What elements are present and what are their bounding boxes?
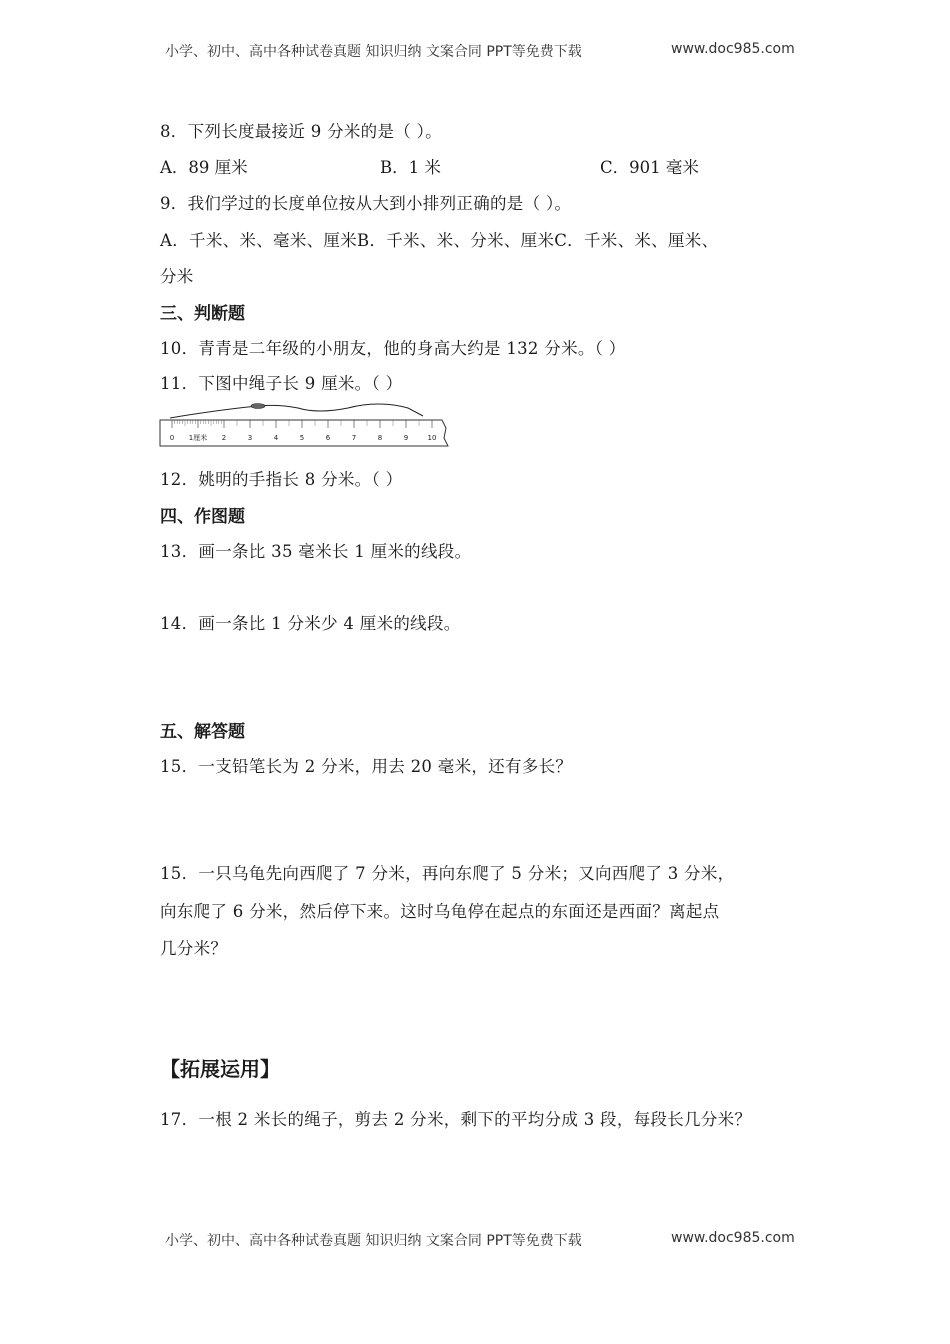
svg-text:6: 6 xyxy=(325,434,331,442)
question-15a: 15．一支铅笔长为 2 分米，用去 20 毫米，还有多长？ xyxy=(160,757,573,776)
question-8-option-b: B．1 米 xyxy=(380,158,441,177)
question-13: 13．画一条比 35 毫米长 1 厘米的线段。 xyxy=(160,542,472,561)
svg-text:0: 0 xyxy=(169,434,175,442)
question-8-option-c: C．901 毫米 xyxy=(600,158,699,177)
page-footer xyxy=(165,1230,795,1250)
section-answer-title: 五、解答题 xyxy=(160,722,245,742)
footer-text: 小学、初中、高中各种试卷真题 知识归纳 文案合同 PPT等免费下载 xyxy=(165,1233,582,1249)
page-header xyxy=(165,41,795,61)
section-drawing-title: 四、作图题 xyxy=(160,507,245,527)
svg-text:1厘米: 1厘米 xyxy=(188,434,208,442)
section-judgement-title: 三、判断题 xyxy=(160,304,245,324)
question-11: 11．下图中绳子长 9 厘米。（ ） xyxy=(160,374,403,393)
question-12: 12．姚明的手指长 8 分米。（ ） xyxy=(160,470,403,489)
svg-text:9: 9 xyxy=(403,434,409,442)
question-9-options-cont: 分米 xyxy=(160,267,194,286)
header-url[interactable]: www.doc985.com xyxy=(671,41,795,57)
question-9-options: A．千米、米、毫米、厘米B．千米、米、分米、厘米C．千米、米、厘米、 xyxy=(160,231,719,250)
question-9-stem: 9．我们学过的长度单位按从大到小排列正确的是（ ）。 xyxy=(160,194,572,213)
ruler-rope-figure xyxy=(158,398,450,448)
question-8-option-a: A．89 厘米 xyxy=(160,158,248,177)
question-10: 10．青青是二年级的小朋友，他的身高大约是 132 分米。（ ） xyxy=(160,339,626,358)
footer-url[interactable]: www.doc985.com xyxy=(671,1230,795,1246)
question-17: 17．一根 2 米长的绳子，剪去 2 分米，剩下的平均分成 3 段，每段长几分米？ xyxy=(160,1110,752,1129)
svg-text:2: 2 xyxy=(221,434,227,442)
header-text: 小学、初中、高中各种试卷真题 知识归纳 文案合同 PPT等免费下载 xyxy=(165,44,582,60)
svg-text:4: 4 xyxy=(273,434,279,442)
ruler-icon xyxy=(158,398,450,448)
question-8-stem: 8．下列长度最接近 9 分米的是（ ）。 xyxy=(160,122,442,141)
question-15b-line3: 几分米？ xyxy=(160,939,228,958)
question-14: 14．画一条比 1 分米少 4 厘米的线段。 xyxy=(160,614,461,633)
svg-text:7: 7 xyxy=(351,434,357,442)
svg-text:8: 8 xyxy=(377,434,383,442)
svg-text:5: 5 xyxy=(299,434,305,442)
svg-text:10: 10 xyxy=(427,434,437,442)
extension-title: 【拓展运用】 xyxy=(160,1057,280,1081)
question-15b-line1: 15．一只乌龟先向西爬了 7 分米，再向东爬了 5 分米；又向西爬了 3 分米， xyxy=(160,864,735,883)
question-15b-line2: 向东爬了 6 分米，然后停下来。这时乌龟停在起点的东面还是西面？离起点 xyxy=(160,902,720,921)
svg-text:3: 3 xyxy=(247,434,253,442)
